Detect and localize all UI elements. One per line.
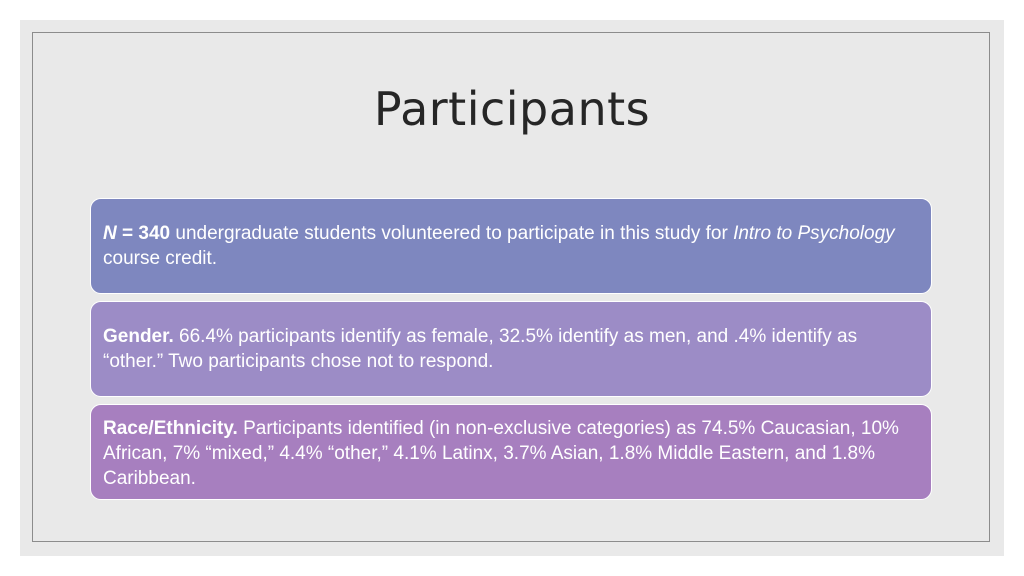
gender-box <box>90 301 932 397</box>
sample-text-b: course credit. <box>103 248 218 269</box>
slide-title: Participants <box>373 82 651 136</box>
race-ethnicity-text: Participants identified (in non-exclusive categories) as 74.5% Caucasian, 10% African, 7% “mixed,” 4.4% “other,” 4.1% Latinx, 3.7% Asian, 1.8% Middle Eastern, and 1.8% Caribbean. <box>103 418 899 489</box>
race-ethnicity-box <box>90 404 932 500</box>
sample-text-a: undergraduate students volunteered to participate in this study for <box>170 223 734 244</box>
gender-heading: Gender. <box>103 326 174 347</box>
gender-text: 66.4% participants identify as female, 32.5% identify as men, and .4% identify as “other.” Two participants chose not to respond. <box>103 326 858 372</box>
race-ethnicity-heading: Race/Ethnicity. <box>103 418 238 439</box>
n-label: N = 340 <box>103 223 171 244</box>
slide <box>20 20 1004 556</box>
course-name: Intro to Psychology <box>733 223 895 244</box>
sample-size-box <box>90 198 932 294</box>
